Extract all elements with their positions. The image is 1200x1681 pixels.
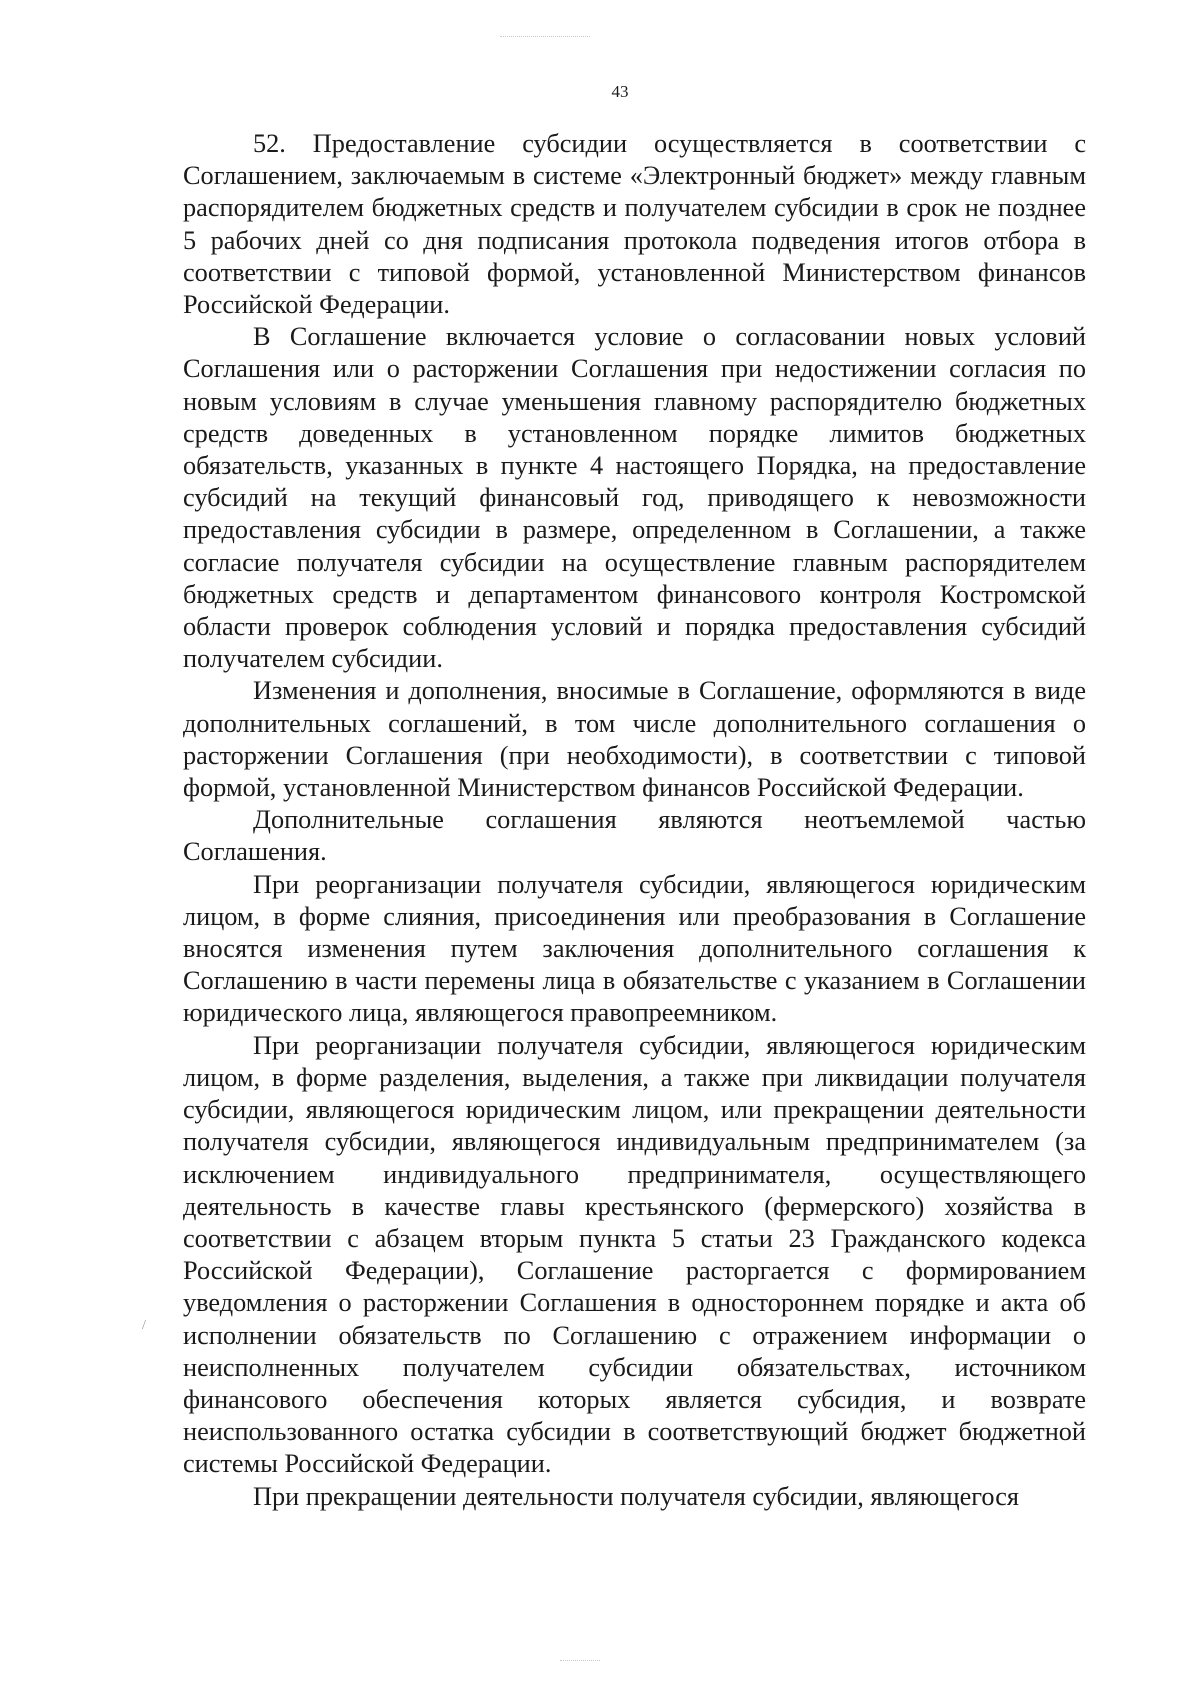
paragraph-reorganization-division: При реорганизации получателя субсидии, являющегося юридическим лицом, в форме разделения, выделения, а также при ликвидации получателя субсидии, являющегося юридическим лицом, или прекращении деятельности получателя субсидии, являющегося индивидуальным предпринимателем (за исключением индивидуального предпринимателя, осуществляющего деятельность в качестве главы крестьянского (фермерского) хозяйства в соответствии с абзацем вторым пункта 5 статьи 23 Гражданского кодекса Российской Федерации), Соглашение расторгается с формированием уведомления о расторжении Соглашения в одностороннем порядке и акта об исполнении обязательств по Соглашению с отражением информации о неисполненных получателем субсидии обязательствах, источником финансового обеспечения которых является субсидия, и возврате неиспользованного остатка субсидии в соответствующий бюджет бюджетной системы Российской Федерации. [183,1030,1086,1479]
paragraph-amendments: Изменения и дополнения, вносимые в Соглашение, оформляются в виде дополнительных соглашений, в том числе дополнительного соглашения о расторжении Соглашения (при необходимости), в соответствии с типовой формой, установленной Министерством финансов Российской Федерации. [183,676,1086,803]
document-body [183,128,1086,1513]
paragraph-termination-start: При прекращении деятельности получателя субсидии, являющегося [253,1481,1019,1511]
scan-artifact-margin-tick: / [142,1318,146,1333]
paragraph-additional-agreements: Дополнительные соглашения являются неотъемлемой частью Соглашения. [183,805,1086,867]
paragraph-agreement-conditions: В Соглашение включается условие о согласовании новых условий Соглашения или о расторжении Соглашения при недостижении согласия по новым условиям в случае уменьшения главному распорядителю бюджетных средств доведенных в установленном порядке лимитов бюджетных обязательств, указанных в пункте 4 настоящего Порядка, на предоставление субсидий на текущий финансовый год, приводящего к невозможности предоставления субсидии в размере, определенном в Соглашении, а также согласие получателя субсидии на осуществление главным распорядителем бюджетных средств и департаментом финансового контроля Костромской области проверок соблюдения условий и порядка предоставления субсидий получателем субсидии. [183,322,1086,674]
page-number: 43 [611,82,629,101]
scan-artifact-top [500,36,590,38]
paragraph-reorganization-merger: При реорганизации получателя субсидии, являющегося юридическим лицом, в форме слияния, присоединения или преобразования в Соглашение вносятся изменения путем заключения дополнительного соглашения к Соглашению в части перемены лица в обязательстве с указанием в Соглашении юридического лица, являющегося правопреемником. [183,869,1086,1028]
paragraph-52: 52. Предоставление субсидии осуществляется в соответствии с Соглашением, заключаемым в системе «Электронный бюджет» между главным распорядителем бюджетных средств и получателем субсидии в срок не позднее 5 рабочих дней со дня подписания протокола подведения итогов отбора в соответствии с типовой формой, установленной Министерством финансов Российской Федерации. [183,129,1086,320]
scan-artifact-bottom [560,1660,600,1662]
